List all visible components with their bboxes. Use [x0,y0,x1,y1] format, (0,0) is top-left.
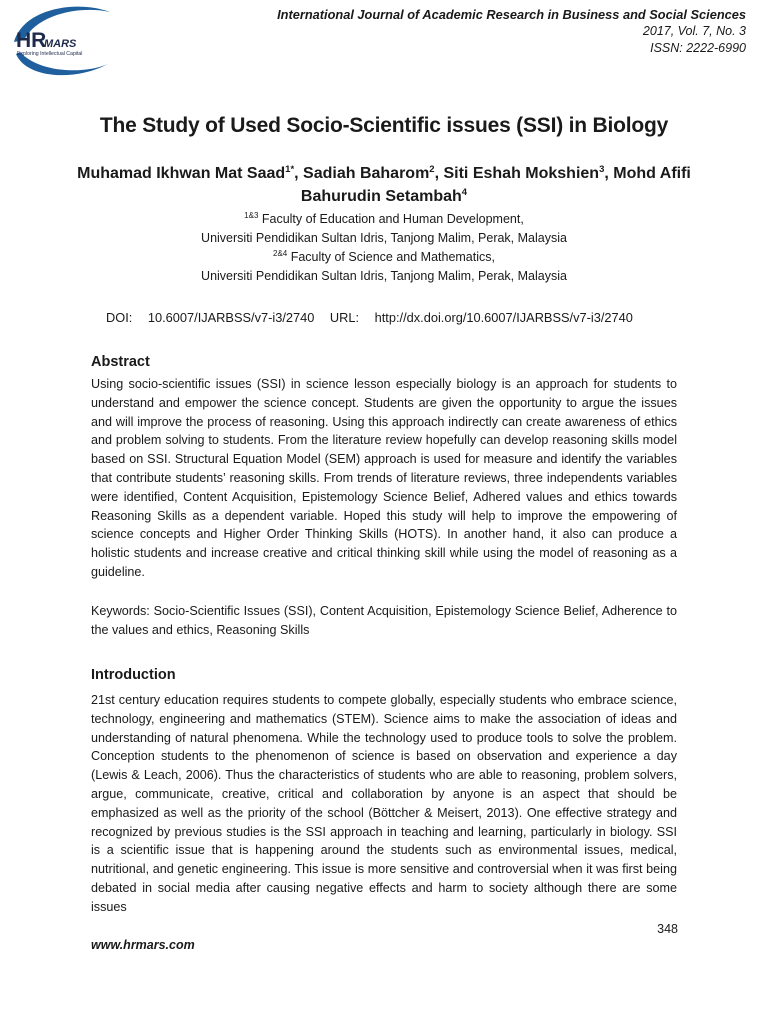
logo-tagline-text: Exploring Intellectual Capital [17,51,83,57]
doi-line [106,310,643,325]
author-superscript: 4 [461,187,468,198]
journal-header [277,6,746,57]
doi-value[interactable]: 10.6007/IJARBSS/v7-i3/2740 [147,310,315,325]
author-name: Siti Eshah Mokshien [443,165,600,182]
url-link[interactable]: http://dx.doi.org/10.6007/IJARBSS/v7-i3/2740 [374,310,633,325]
introduction-heading: Introduction [91,667,176,683]
author-name: Sadiah Baharom [303,165,430,182]
affiliation-line [60,210,708,229]
journal-name: International Journal of Academic Research in Business and Social Sciences [277,7,746,22]
affiliations [60,210,708,286]
affiliation-line: Universiti Pendidikan Sultan Idris, Tanjong Malim, Perak, Malaysia [201,231,567,245]
affiliation-superscript: 2&4 [273,249,288,258]
url-label: URL: [329,310,360,325]
author-list [60,162,708,208]
hrmars-logo-swoosh-icon [4,2,116,80]
doi-label: DOI: [106,310,133,325]
affiliation-line [60,248,708,267]
author-separator: , [604,165,614,182]
author-superscript: 1* [285,164,295,175]
affiliation-text: Faculty of Science and Mathematics, [287,250,495,264]
page-number: 348 [657,922,678,936]
author-superscript: 3 [599,164,605,175]
author-name: Muhamad Ikhwan Mat Saad [77,165,286,182]
keywords-text: Keywords: Socio-Scientific Issues (SSI), Content Acquisition, Epistemology Science Belief, Adherence to the values and ethics, Reasoning Skills [91,604,677,637]
paper-title: The Study of Used Socio-Scientific issues (SSI) in Biology [99,114,669,137]
abstract-text: Using socio-scientific issues (SSI) in science lesson especially biology is an approach for students to understand and empower the science concept. Students are given the opportunity to argue the issues and will improve the process of reasoning. Using this approach indirectly can create awareness of ethics and problem solving to students. From the literature review hopefully can develop reasoning skills model based on SSI. Structural Equation Model (SEM) approach is used for measure and identify the variables that contribute students’ reasoning skills. From trends of literature reviews, three independents variables were identified, Content Acquisition, Epistemology Science Belief, Adhered values and ethics towards Reasoning Skills as a dependent variable. Hoped this study will help to improve the empowering of science concepts and Higher Order Thinking Skills (HOTS). In another hand, it also can produce a holistic students and increase creative and critical thinking skill while using the model of reasoning as a guideline. [91,377,677,579]
author-separator: , [434,165,444,182]
author-superscript: 2 [429,164,435,175]
author-separator: , [294,165,304,182]
journal-volume: 2017, Vol. 7, No. 3 [642,24,746,38]
affiliation-superscript: 1&3 [244,211,259,220]
introduction-text: 21st century education requires students to compete globally, especially students who embrace science, technology, engineering and mathematics (STEM). Science aims to make the association of ideas and understanding of natural phenomena. While the technology used to produce tools to solve the problem. Conception students to the phenomenon of science is based on observation and experience a day (Lewis & Leach, 2006). Thus the characteristics of students who are able to reasoning, problem solvers, argue, communicate, creative, critical and collaboration by anyone is an aspect that should be emphasized as well as the priority of the school (Böttcher & Meisert, 2013). One effective strategy and recognized by previous studies is the SSI approach in teaching and learning, particularly in biology. SSI is a scientific issue that is happening around the students such as environmental issues, medical, nutritional, and genetic engineering. This issue is more sensitive and controversial when it was first being debated in social media after causing negative effects and harm to society although there are some issues [91,693,677,914]
affiliation-text: Faculty of Education and Human Development, [258,212,524,226]
logo-mars-text: MARS [44,38,77,50]
author-name: Mohd Afifi Bahurudin Setambah [300,165,691,205]
abstract-heading: Abstract [91,354,150,370]
footer-website-link[interactable]: www.hrmars.com [91,938,195,952]
hrmars-logo [4,2,116,80]
journal-issn: ISSN: 2222-6990 [650,41,746,55]
logo-hr-text: HR [16,29,47,52]
affiliation-line: Universiti Pendidikan Sultan Idris, Tanjong Malim, Perak, Malaysia [201,269,567,283]
